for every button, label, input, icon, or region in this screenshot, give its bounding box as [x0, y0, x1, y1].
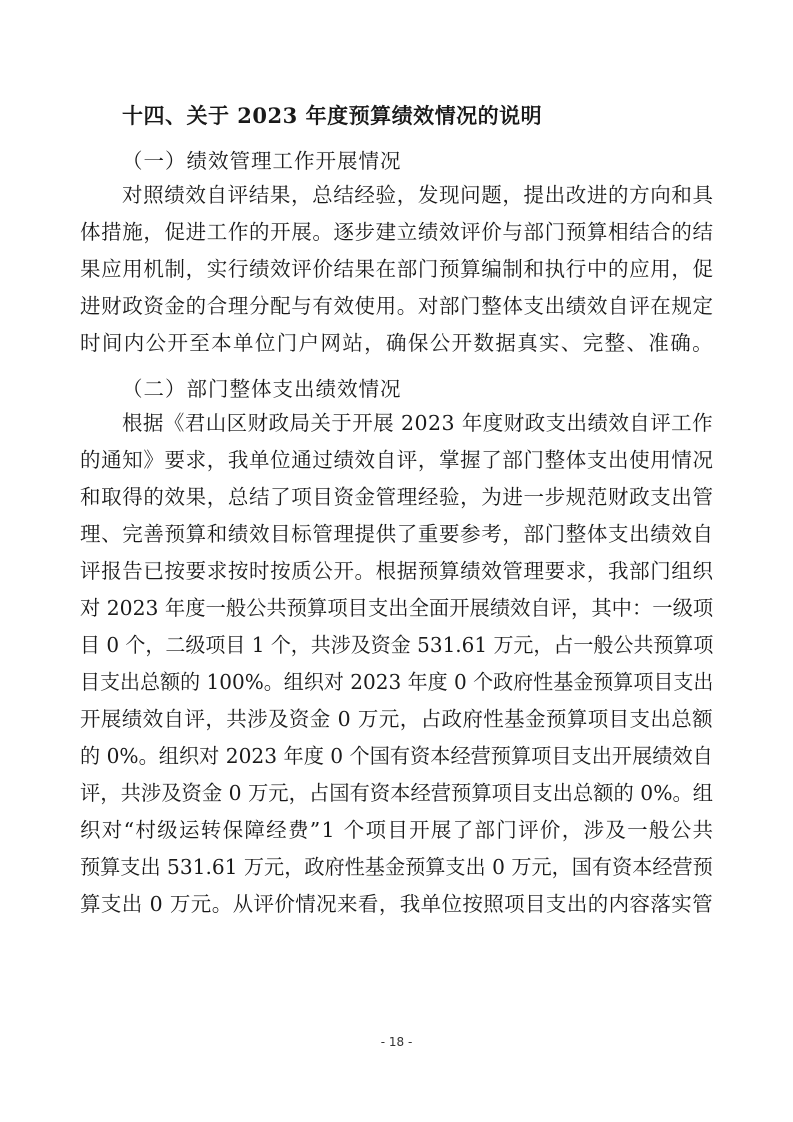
paragraph-line: 对 2023 年度一般公共预算项目支出全面开展绩效自评，其中：一级项 — [80, 596, 714, 620]
paragraph-line: 果应用机制，实行绩效评价结果在部门预算编制和执行中的应用，促 — [80, 257, 714, 281]
subsection-title-performance-management: （一）绩效管理工作开展情况 — [122, 149, 402, 173]
paragraph-line: 根据《君山区财政局关于开展 2023 年度财政支出绩效自评工作 — [122, 411, 714, 435]
paragraph-line: 对照绩效自评结果，总结经验，发现问题，提出改进的方向和具 — [122, 183, 714, 207]
paragraph-line: 体措施，促进工作的开展。逐步建立绩效评价与部门预算相结合的结 — [80, 220, 714, 244]
paragraph-line: 预算支出 531.61 万元，政府性基金预算支出 0 万元，国有资本经营预 — [80, 855, 713, 879]
subsection-title-overall-expenditure: （二）部门整体支出绩效情况 — [122, 377, 402, 401]
paragraph-line: 时间内公开至本单位门户网站，确保公开数据真实、完整、准确。 — [80, 331, 714, 355]
paragraph-line: 和取得的效果，总结了项目资金管理经验，为进一步规范财政支出管 — [80, 485, 714, 509]
paragraph-line: 织对“村级运转保障经费”1 个项目开展了部门评价，涉及一般公共 — [80, 818, 715, 842]
paragraph-line: 的通知》要求，我单位通过绩效自评，掌握了部门整体支出使用情况 — [80, 448, 714, 472]
paragraph-line: 的 0%。组织对 2023 年度 0 个国有资本经营预算项目支出开展绩效自 — [80, 744, 713, 768]
paragraph-line: 评，共涉及资金 0 万元，占国有资本经营预算项目支出总额的 0%。组 — [80, 781, 714, 805]
paragraph-line: 目支出总额的 100%。组织对 2023 年度 0 个政府性基金预算项目支出 — [80, 670, 714, 694]
paragraph-line: 评报告已按要求按时按质公开。根据预算绩效管理要求，我部门组织 — [80, 559, 714, 583]
page-number: - 18 - — [380, 1035, 413, 1049]
paragraph-line: 开展绩效自评，共涉及资金 0 万元，占政府性基金预算项目支出总额 — [80, 707, 714, 731]
paragraph-line: 进财政资金的合理分配与有效使用。对部门整体支出绩效自评在规定 — [80, 294, 714, 318]
paragraph-line: 理、完善预算和绩效目标管理提供了重要参考，部门整体支出绩效自 — [80, 522, 714, 546]
paragraph-line: 算支出 0 万元。从评价情况来看，我单位按照项目支出的内容落实管 — [80, 892, 714, 916]
paragraph-line: 目 0 个，二级项目 1 个，共涉及资金 531.61 万元，占一般公共预算项 — [80, 633, 714, 657]
section-heading: 十四、关于 2023 年度预算绩效情况的说明 — [122, 103, 543, 128]
